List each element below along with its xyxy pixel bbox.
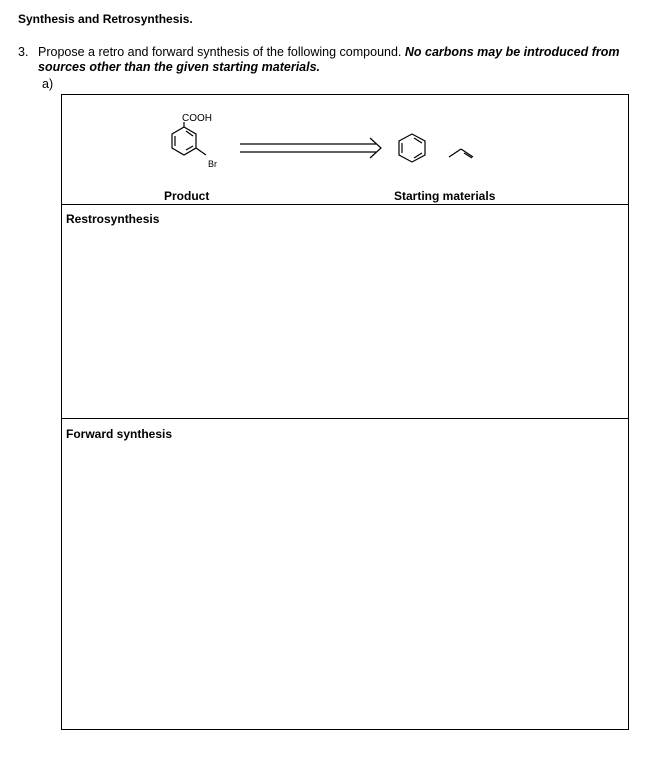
product-benzene-ring xyxy=(172,127,196,155)
starting-materials-label: Starting materials xyxy=(394,189,496,203)
part-label: a) xyxy=(42,77,54,91)
product-label: Product xyxy=(164,189,210,203)
benzene-structure xyxy=(399,134,425,162)
propene-structure xyxy=(449,149,473,158)
retrosynthesis-arrow xyxy=(240,138,381,158)
page-heading: Synthesis and Retrosynthesis. xyxy=(18,12,193,26)
question-number: 3. xyxy=(18,45,29,59)
product-cooh-label: COOH xyxy=(182,113,212,124)
product-structure xyxy=(172,122,206,155)
product-inner-bond-2 xyxy=(186,146,193,150)
forward-synthesis-label: Forward synthesis xyxy=(66,427,173,441)
question-text-emphasis: No carbons may be introduced from sources other than the given starting materials. xyxy=(38,45,620,74)
retrosynthesis-label: Restrosynthesis xyxy=(66,212,160,226)
question-text-plain: Propose a retro and forward synthesis of the following compound. xyxy=(38,45,402,59)
product-br-bond xyxy=(196,148,206,155)
product-br-label: Br xyxy=(208,159,217,169)
